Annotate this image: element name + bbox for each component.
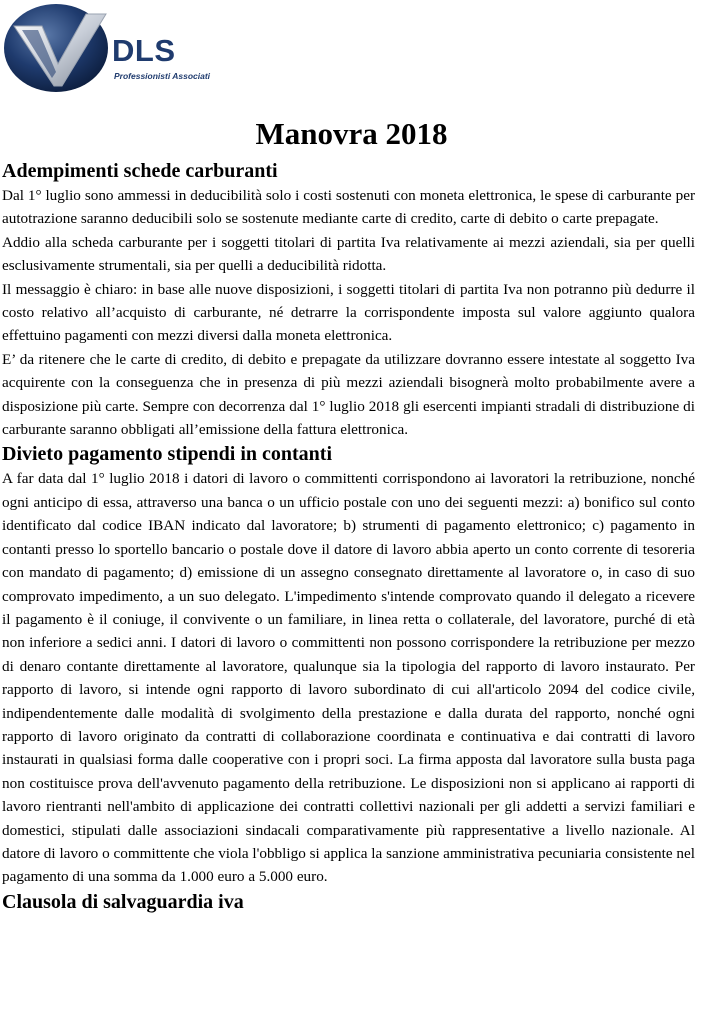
section-divieto-stipendi xyxy=(2,441,695,888)
dls-logo-mark-icon xyxy=(2,2,112,94)
dls-logo xyxy=(2,2,211,94)
logo-name: DLS xyxy=(112,33,176,68)
section-heading: Clausola di salvaguardia iva xyxy=(2,890,244,913)
paragraph: Il messaggio è chiaro: in base alle nuove disposizioni, i soggetti titolari di partita Iva non potranno più dedurre il costo relativo all’acquisto di carburante, né detrarre la corrispondente imposta sul valore aggiunto qualora effettuino pagamenti con mezzi diversi dalla moneta elettronica. xyxy=(2,280,695,345)
paragraph: E’ da ritenere che le carte di credito, di debito e prepagate da utilizzare dovranno essere intestate al soggetto Iva acquirente con la conseguenza che in presenza di più mezzi aziendali bisognerà molto probabilmente avere a disposizione più carte. Sempre con decorrenza dal 1° luglio 2018 gli esercenti impianti stradali di distribuzione di carburante saranno obbligati all’emissione della fattura elettronica. xyxy=(2,350,695,439)
section-heading: Divieto pagamento stipendi in contanti xyxy=(2,443,333,466)
section-clausola-iva xyxy=(2,889,695,915)
document-title: Manovra 2018 xyxy=(255,116,448,151)
section-heading: Adempimenti schede carburanti xyxy=(2,160,278,182)
document-body xyxy=(2,110,695,915)
paragraph: Dal 1° luglio sono ammessi in deducibilità solo i costi sostenuti con moneta elettronica, le spese di carburante per autotrazione saranno deducibili solo se sostenute mediante carte di credito, carte di debito o carte prepagate. xyxy=(2,187,695,228)
logo-subtitle: Professionisti Associati xyxy=(114,71,211,81)
paragraph: A far data dal 1° luglio 2018 i datori di lavoro o committenti corrispondono ai lavoratori la retribuzione, nonché ogni anticipo di essa, attraverso una banca o un ufficio postale con uno dei seguenti mezzi: a) bonifico sul conto identificato dal codice IBAN indicato dal lavoratore; b) strumenti di pagamento elettronico; c) pagamento in contanti presso lo sportello bancario o postale dove il datore di lavoro abbia aperto un conto corrente di tesoreria con mandato di pagamento; d) emissione di un assegno consegnato direttamente al lavoratore o, in caso di suo comprovato impedimento, a un suo delegato. L'impedimento s'intende comprovato quando il delegato a ricevere il pagamento è il coniuge, il convivente o un familiare, in linea retta o collaterale, del lavoratore, purché di età non inferiore a sedici anni. I datori di lavoro o committenti non possono corrispondere la retribuzione per mezzo di denaro contante direttamente al lavoratore, qualunque sia la tipologia del rapporto di lavoro instaurato. Per rapporto di lavoro, si intende ogni rapporto di lavoro subordinato di cui all'articolo 2094 del codice civile, indipendentemente dalle modalità di svolgimento della prestazione e dalla durata del rapporto, nonché ogni rapporto di lavoro originato da contratti di collaborazione coordinata e continuativa e dai contratti di lavoro instaurati in qualsiasi forma dalle cooperative con i propri soci. La firma apposta dal lavoratore sulla busta paga non costituisce prova dell'avvenuto pagamento della retribuzione. Le disposizioni non si applicano ai rapporti di lavoro rientranti nell'ambito di applicazione dei contratti collettivi nazionali per gli addetti a servizi familiari e domestici, stipulati dalle associazioni sindacali comparativamente più rappresentative a livello nazionale. Al datore di lavoro o committente che viola l'obbligo si applica la sanzione amministrativa pecuniaria consistente nel pagamento di una somma da 1.000 euro a 5.000 euro. xyxy=(2,470,695,886)
paragraph: Addio alla scheda carburante per i soggetti titolari di partita Iva relativamente ai mezzi aziendali, sia per quelli esclusivamente strumentali, sia per quelli a deducibilità ridotta. xyxy=(2,233,695,275)
section-adempimenti xyxy=(2,158,695,441)
